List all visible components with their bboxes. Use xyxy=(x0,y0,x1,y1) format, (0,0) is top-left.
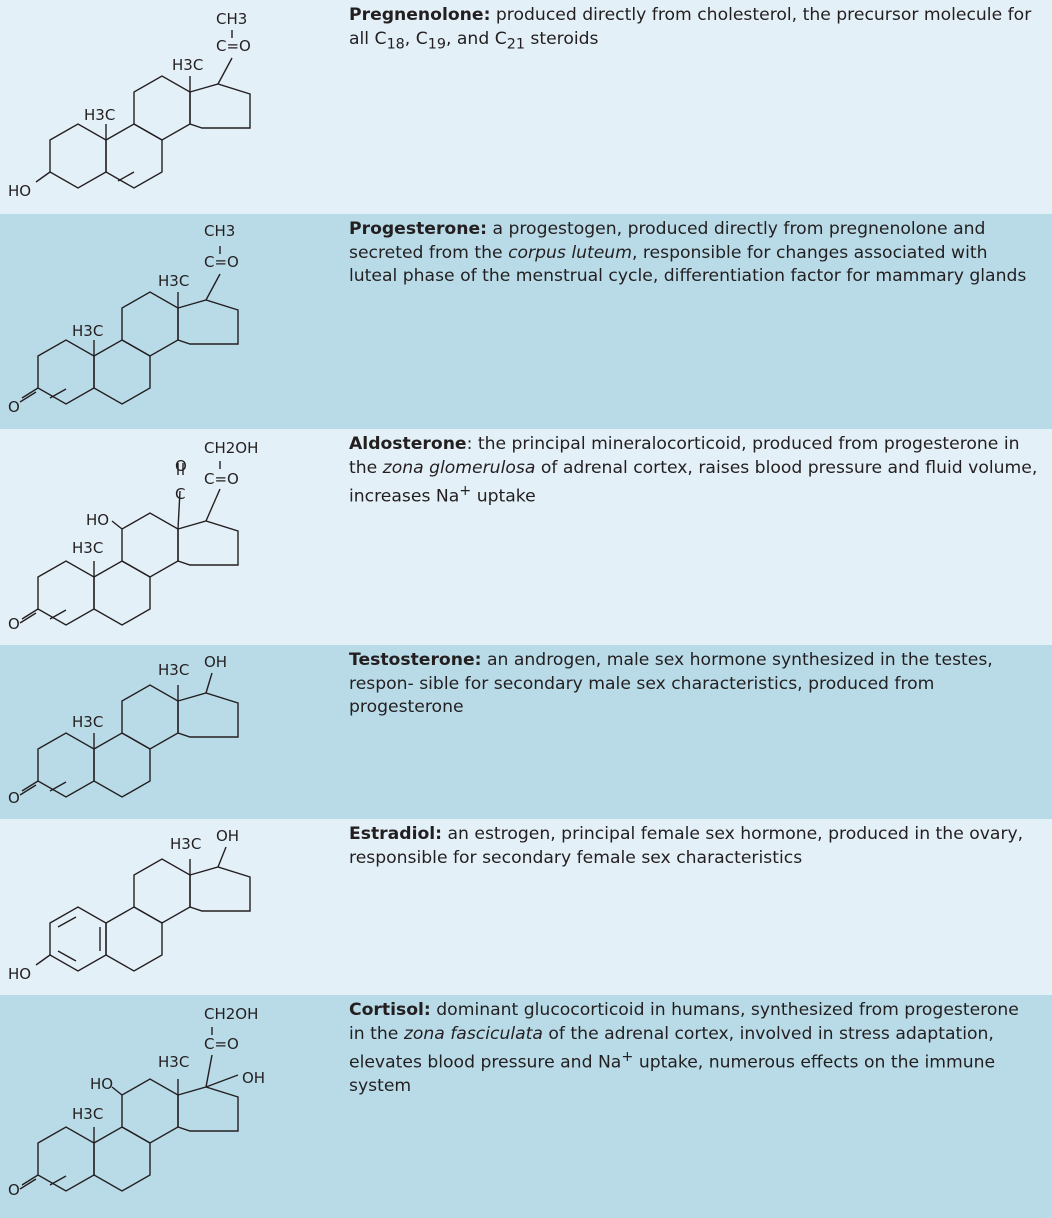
estradiol-structure-diagram xyxy=(0,819,330,995)
progesterone-structure-diagram xyxy=(0,214,330,429)
methyl-label-bottom: H3C xyxy=(72,1105,104,1123)
progesterone-description xyxy=(349,218,1039,289)
aldehyde-carbon-label: C xyxy=(175,485,186,503)
superscript: + xyxy=(459,483,472,499)
ketone-oxygen-label: O xyxy=(8,1181,20,1199)
hormone-name: Aldosterone xyxy=(349,434,467,454)
hormone-row-progesterone xyxy=(0,214,1052,429)
description-italic: corpus luteum xyxy=(508,242,632,263)
carbonyl-label: C=O xyxy=(204,253,239,271)
carbonyl-label: C=O xyxy=(216,37,251,55)
superscript: + xyxy=(621,1049,634,1065)
hydroxyl-label: HO xyxy=(86,511,110,529)
methyl-label-bottom: H3C xyxy=(72,322,104,340)
description-italic: zona glomerulosa xyxy=(382,457,536,478)
subscript: 19 xyxy=(427,35,446,52)
hydroxyl-label-left: HO xyxy=(90,1075,114,1093)
methyl-label: H3C xyxy=(72,539,104,557)
description-text: an androgen, male sex hormone synthesized in the testes, respon- sible for secondary male sex characteristics, produced from progesterone xyxy=(349,650,993,717)
methyl-label-top: H3C xyxy=(172,56,204,74)
ch3-label: CH3 xyxy=(204,222,236,240)
aldehyde-oxygen-label: O xyxy=(175,457,187,475)
carbonyl-label: C=O xyxy=(204,470,239,488)
description-text: of the adrenal cortex, involved in stress adaptation, elevates blood pressure and Na xyxy=(349,1023,994,1073)
hormone-name: Estradiol: xyxy=(349,824,443,844)
description-text: steroids xyxy=(524,28,599,49)
description-text: dominant glucocorticoid in humans, synthesized from progesterone in the xyxy=(349,1000,1019,1044)
cortisol-structure xyxy=(0,995,330,1218)
pregnenolone-structure-diagram xyxy=(0,0,330,214)
description-text: , responsible for changes associated with luteal phase of the menstrual cycle, differentiation factor for mammary glands xyxy=(349,242,1027,286)
description-text: produced directly from cholesterol, the precursor molecule for all C xyxy=(349,5,1032,49)
hormone-row-pregnenolone xyxy=(0,0,1052,214)
hydroxyl-label-bottom: HO xyxy=(8,965,32,983)
methyl-label-top: H3C xyxy=(158,1053,190,1071)
description-text: uptake, numerous effects on the immune system xyxy=(349,1052,996,1097)
ch3-label: CH3 xyxy=(216,10,248,28)
methyl-label: H3C xyxy=(170,835,202,853)
hormone-row-cortisol xyxy=(0,995,1052,1218)
hydroxyl-label: OH xyxy=(204,653,228,671)
testosterone-structure xyxy=(0,645,330,819)
description-text: : the principal mineralocorticoid, produced from progesterone in the xyxy=(349,434,1020,478)
cortisol-description xyxy=(349,999,1039,1099)
ketone-oxygen-label: O xyxy=(8,615,20,633)
description-text: uptake xyxy=(471,486,536,507)
subscript: 18 xyxy=(386,35,405,52)
hormone-name: Testosterone: xyxy=(349,650,482,670)
hormone-name: Progesterone: xyxy=(349,219,487,239)
methyl-label-top: H3C xyxy=(158,272,190,290)
description-text: an estrogen, principal female sex hormone, produced in the ovary, responsible for secondary female sex characteristics xyxy=(349,824,1024,868)
aldosterone-structure-diagram xyxy=(0,429,330,645)
aldosterone-structure xyxy=(0,429,330,645)
estradiol-description xyxy=(349,823,1039,870)
cortisol-structure-diagram xyxy=(0,995,330,1218)
ch2oh-label: CH2OH xyxy=(204,1005,259,1023)
hydroxyl-label: HO xyxy=(8,182,32,200)
testosterone-description xyxy=(349,649,1039,720)
methyl-label-bottom: H3C xyxy=(72,713,104,731)
hormone-row-aldosterone xyxy=(0,429,1052,645)
description-text: of adrenal cortex, raises blood pressure and fluid volume, increases Na xyxy=(349,457,1038,507)
ketone-oxygen-label: O xyxy=(8,789,20,807)
methyl-label-bottom: H3C xyxy=(84,106,116,124)
estradiol-structure xyxy=(0,819,330,995)
hormone-row-estradiol xyxy=(0,819,1052,995)
subscript: 21 xyxy=(506,35,525,52)
pregnenolone-description xyxy=(349,4,1039,56)
ch2oh-label: CH2OH xyxy=(204,439,259,457)
description-italic: zona fasciculata xyxy=(403,1023,543,1044)
hormone-name: Cortisol: xyxy=(349,1000,431,1020)
methyl-label-top: H3C xyxy=(158,661,190,679)
carbonyl-label: C=O xyxy=(204,1035,239,1053)
description-text: , C xyxy=(404,28,428,49)
hormone-name: Pregnenolone: xyxy=(349,5,491,25)
hydroxyl-label-top: OH xyxy=(216,827,240,845)
aldosterone-description xyxy=(349,433,1039,509)
hydroxyl-label-right: OH xyxy=(242,1069,266,1087)
pregnenolone-structure xyxy=(0,0,330,214)
ketone-oxygen-label: O xyxy=(8,398,20,416)
description-text: , and C xyxy=(445,28,507,49)
testosterone-structure-diagram xyxy=(0,645,330,819)
hormone-row-testosterone xyxy=(0,645,1052,819)
description-text: a progestogen, produced directly from pregnenolone and secreted from the xyxy=(349,219,986,263)
progesterone-structure xyxy=(0,214,330,429)
